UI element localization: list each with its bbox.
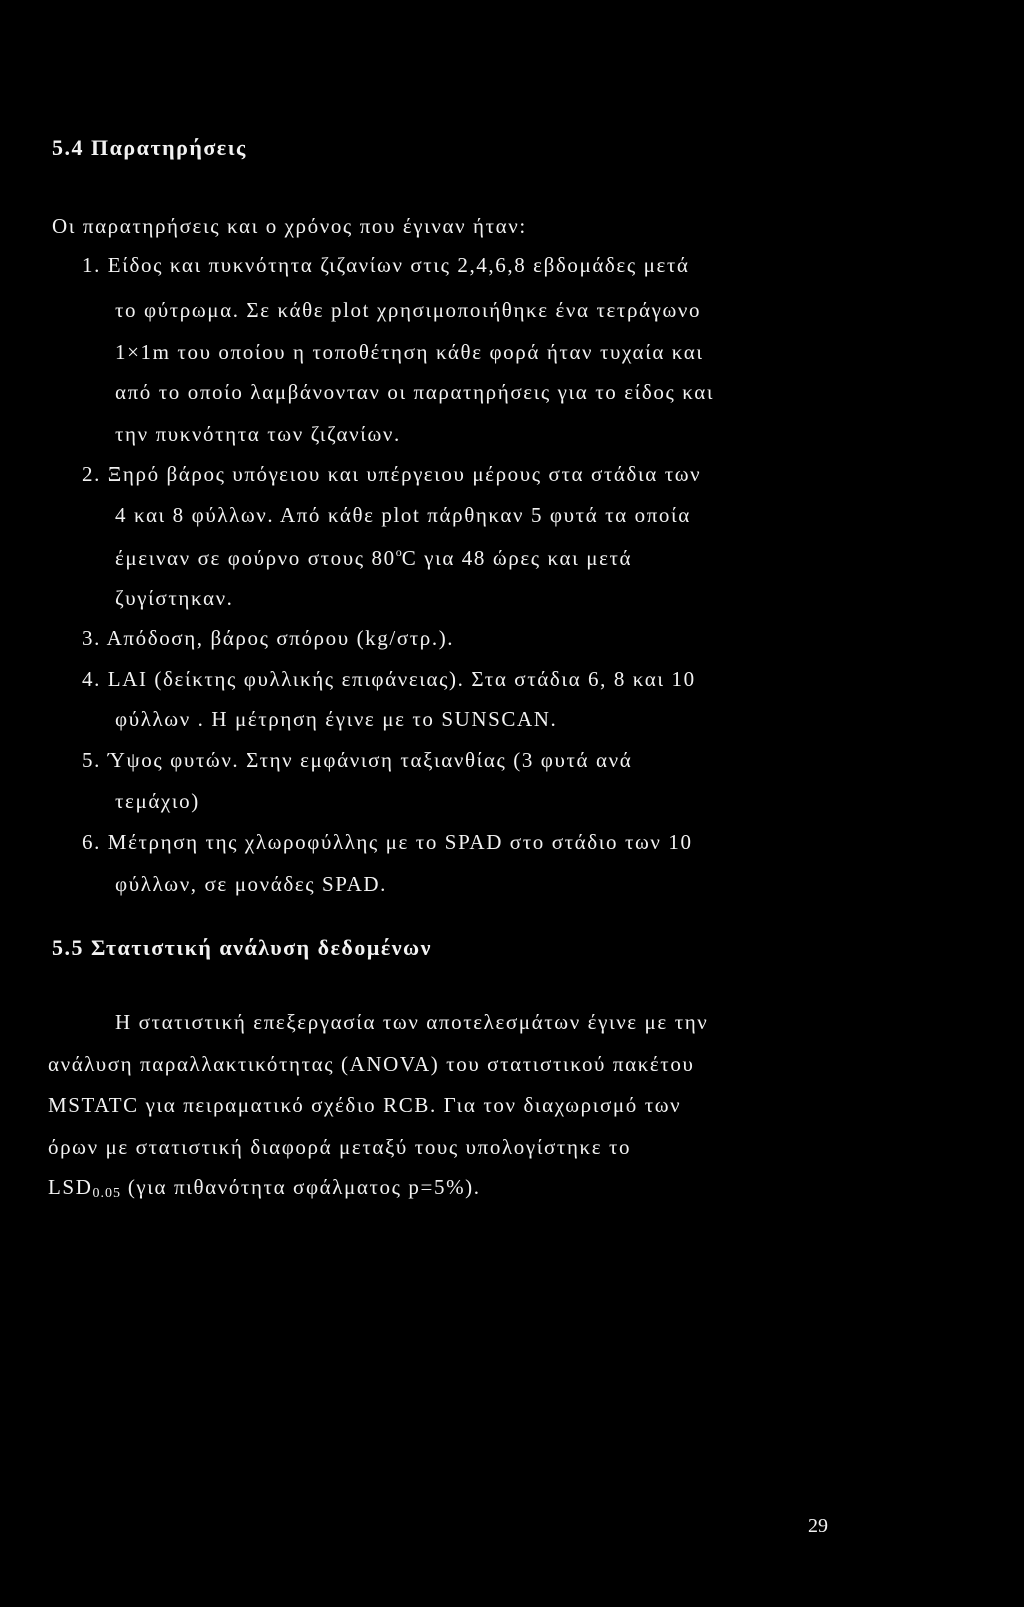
analysis-line-2: ανάλυση παραλλακτικότητας (ANOVA) του στατιστικού πακέτου	[48, 1052, 695, 1076]
item-6-line-2: φύλλων, σε μονάδες SPAD.	[115, 872, 388, 896]
item-3: 3. Απόδοση, βάρος σπόρου (kg/στρ.).	[82, 626, 455, 650]
analysis-line-3: MSTATC για πειραματικό σχέδιο RCB. Για τον διαχωρισμό των	[48, 1093, 682, 1117]
item-1-line-5: την πυκνότητα των ζιζανίων.	[115, 422, 401, 446]
item-2-line-3	[115, 545, 632, 571]
item-2-line-4: ζυγίστηκαν.	[115, 586, 234, 610]
section-55-heading: 5.5 Στατιστική ανάλυση δεδομένων	[52, 935, 432, 960]
item-1-line-3: 1×1m του οποίου η τοποθέτηση κάθε φορά ήταν τυχαία και	[115, 340, 704, 364]
lsd-label: LSD	[48, 1175, 93, 1199]
intro-text: Οι παρατηρήσεις και ο χρόνος που έγιναν ήταν:	[52, 214, 527, 238]
degree-superscript: o	[395, 545, 402, 559]
analysis-line-5	[48, 1175, 481, 1202]
item-4-line-2: φύλλων . Η μέτρηση έγινε με το SUNSCAN.	[115, 707, 558, 731]
item-1-line-2: το φύτρωμα. Σε κάθε plot χρησιμοποιήθηκε ένα τετράγωνο	[115, 298, 702, 322]
item-6-line-1: 6. Μέτρηση της χλωροφύλλης με το SPAD στο στάδιο των 10	[82, 830, 693, 854]
analysis-line-5-rest: (για πιθανότητα σφάλματος p=5%).	[120, 1175, 481, 1199]
section-54-heading: 5.4 Παρατηρήσεις	[52, 135, 247, 160]
lsd-subscript: 0.05	[92, 1186, 121, 1201]
item-2-line-1: 2. Ξηρό βάρος υπόγειου και υπέργειου μέρους στα στάδια των	[82, 462, 702, 486]
item-1-line-1: 1. Είδος και πυκνότητα ζιζανίων στις 2,4,6,8 εβδομάδες μετά	[82, 253, 690, 277]
item-2-line-3-before: έμειναν σε φούρνο στους 80	[115, 546, 396, 570]
analysis-line-1: Η στατιστική επεξεργασία των αποτελεσμάτων έγινε με την	[115, 1010, 709, 1034]
item-4-line-1: 4. LAI (δείκτης φυλλικής επιφάνειας). Στα στάδια 6, 8 και 10	[82, 667, 696, 691]
item-5-line-2: τεμάχιο)	[115, 789, 200, 813]
analysis-line-4: όρων με στατιστική διαφορά μεταξύ τους υπολογίστηκε το	[48, 1135, 632, 1159]
item-5-line-1: 5. Ύψος φυτών. Στην εμφάνιση ταξιανθίας (3 φυτά ανά	[82, 748, 633, 772]
item-2-line-2: 4 και 8 φύλλων. Από κάθε plot πάρθηκαν 5 φυτά τα οποία	[115, 503, 691, 527]
item-1-line-4: από το οποίο λαμβάνονταν οι παρατηρήσεις για το είδος και	[115, 380, 715, 404]
page-number: 29	[808, 1515, 828, 1537]
item-2-line-3-after: C για 48 ώρες και μετά	[401, 546, 633, 570]
